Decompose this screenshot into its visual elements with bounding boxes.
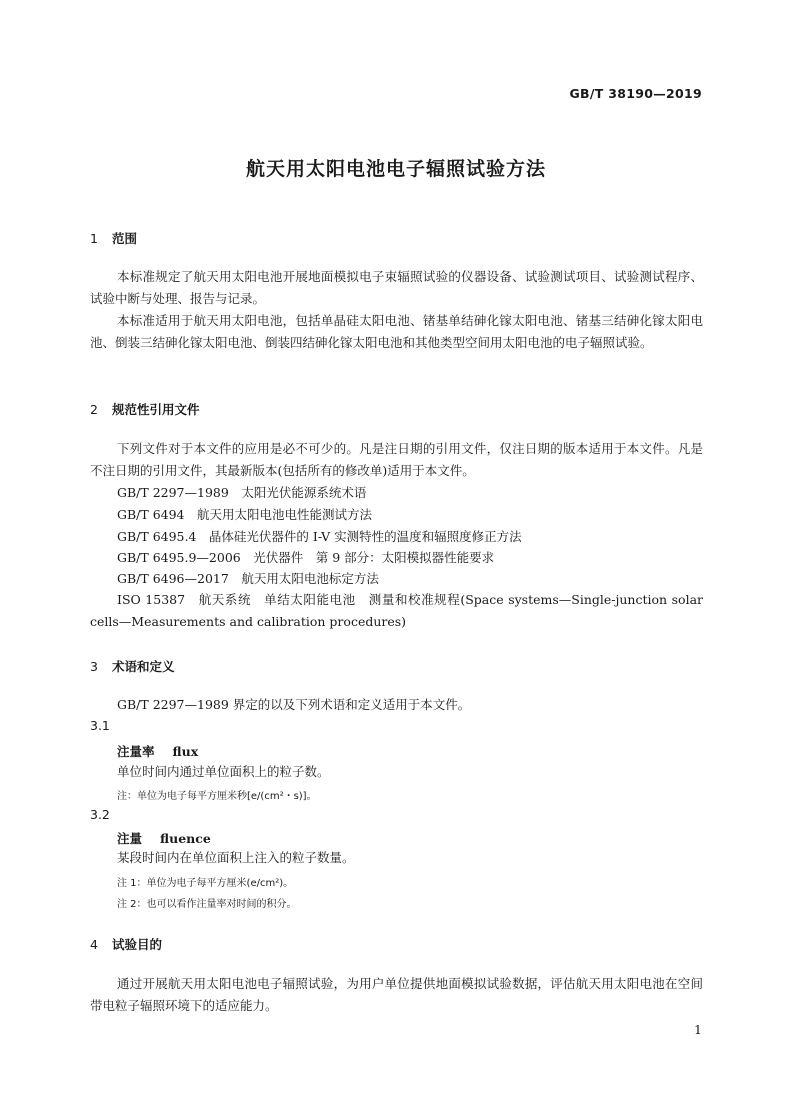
reference-item: GB/T 6495.9—2006 光伏器件 第 9 部分：太阳模拟器性能要求 [117, 550, 495, 565]
section-1-heading: 1 范围 [90, 231, 138, 246]
section-2-heading: 2 规范性引用文件 [90, 402, 200, 417]
reference-item: GB/T 6494 航天用太阳电池电性能测试方法 [117, 507, 373, 522]
section-4-paragraph: 通过开展航天用太阳电池电子辐照试验，为用户单位提供地面模拟试验数据，评估航天用太阳电池在空间带电粒子辐照环境下的适应能力。 [90, 976, 703, 1013]
standard-code: GB/T 38190—2019 [569, 86, 702, 101]
section-1-paragraph-1: 本标准规定了航天用太阳电池开展地面模拟电子束辐照试验的仪器设备、试验测试项目、试验测试程序、试验中断与处理、报告与记录。 [90, 269, 703, 306]
section-1-paragraph-2: 本标准适用于航天用太阳电池，包括单晶硅太阳电池、锗基单结砷化镓太阳电池、锗基三结砷化镓太阳电池、倒装三结砷化镓太阳电池、倒装四结砷化镓太阳电池和其他类型空间用太阳电池的电子辐照试验。 [90, 313, 703, 350]
term-3-2-number: 3.2 [90, 807, 110, 822]
reference-item: ISO 15387 航天系统 单结太阳能电池 测量和校准规程(Space systems—Single-junction solar cells—Measurements and calibration procedures) [90, 592, 703, 629]
section-3-heading: 3 术语和定义 [90, 659, 175, 674]
term-3-2-definition: 某段时间内在单位面积上注入的粒子数量。 [117, 850, 355, 865]
section-4-heading: 4 试验目的 [90, 937, 163, 952]
document-title: 航天用太阳电池电子辐照试验方法 [245, 158, 546, 180]
term-3-1-definition: 单位时间内通过单位面积上的粒子数。 [117, 764, 330, 779]
reference-item: GB/T 2297—1989 太阳光伏能源系统术语 [117, 485, 367, 500]
term-3-2-name: 注量 fluence [117, 831, 211, 846]
term-3-2-note-2: 注 2：也可以看作注量率对时间的积分。 [117, 899, 297, 910]
section-3-paragraph: GB/T 2297—1989 界定的以及下列术语和定义适用于本文件。 [117, 697, 471, 712]
term-3-1-name: 注量率 flux [117, 744, 199, 759]
term-3-1-note: 注：单位为电子每平方厘米秒[e/(cm²・s)]。 [117, 791, 317, 802]
reference-item: GB/T 6495.4 晶体硅光伏器件的 I-V 实测特性的温度和辐照度修正方法 [117, 529, 522, 544]
term-3-2-note-1: 注 1：单位为电子每平方厘米(e/cm²)。 [117, 878, 294, 889]
reference-item: GB/T 6496—2017 航天用太阳电池标定方法 [117, 571, 379, 586]
page-number: 1 [694, 1022, 702, 1037]
term-3-1-number: 3.1 [90, 718, 110, 733]
section-2-paragraph: 下列文件对于本文件的应用是必不可少的。凡是注日期的引用文件，仅注日期的版本适用于本文件。凡是不注日期的引用文件，其最新版本(包括所有的修改单)适用于本文件。 [90, 441, 703, 478]
